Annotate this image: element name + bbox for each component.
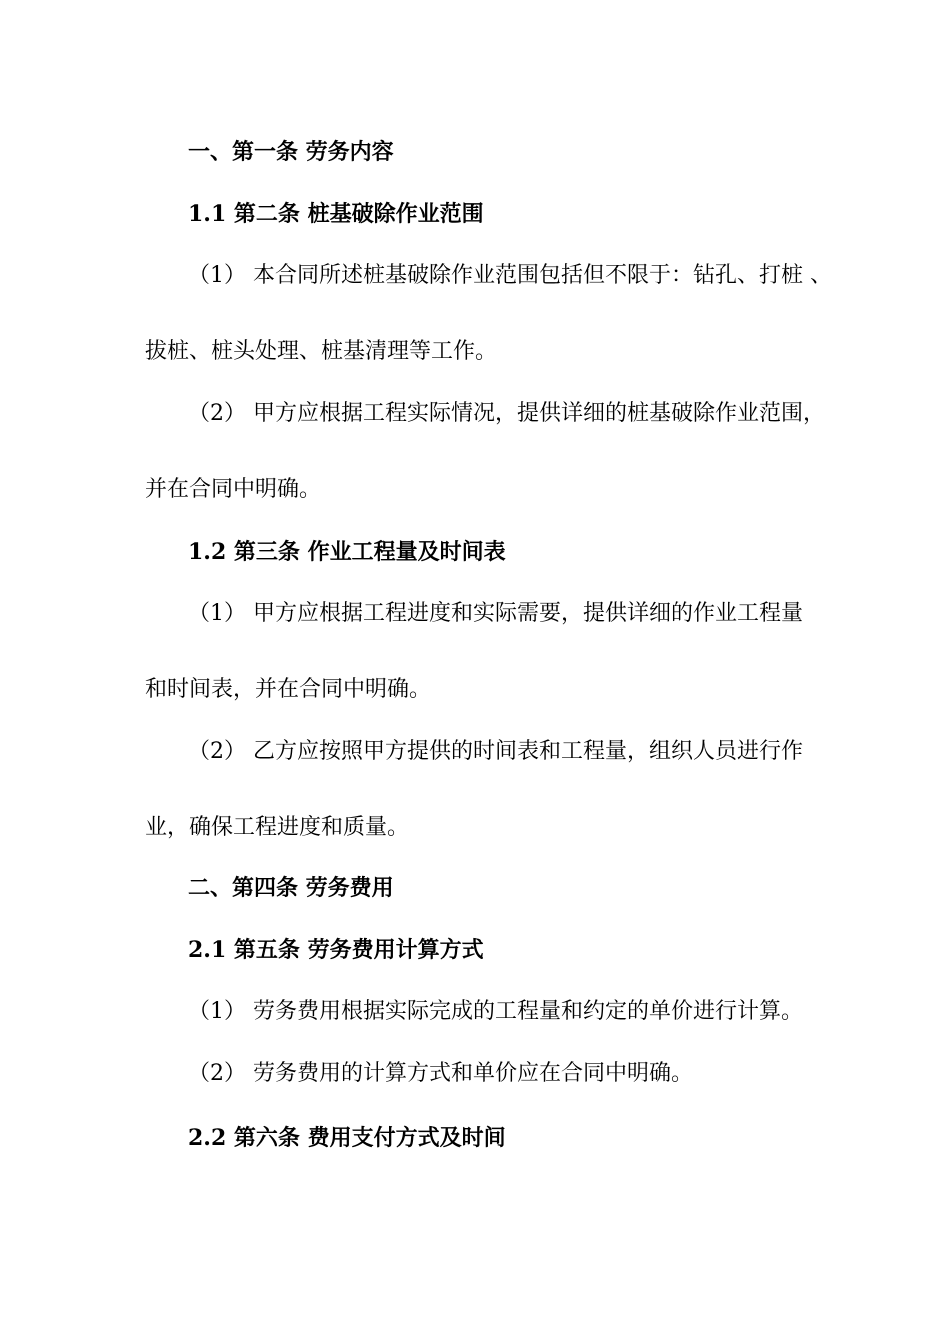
paragraph-2-1-1: （1） 劳务费用根据实际完成的工程量和约定的单价进行计算。 — [188, 999, 803, 1024]
paragraph-1-2-1: （1） 甲方应根据工程进度和实际需要，提供详细的作业工程量 — [188, 601, 803, 626]
paragraph-1-1-1: （1） 本合同所述桩基破除作业范围包括但不限于：钻孔、打桩 、 — [188, 263, 832, 288]
paragraph-1-2-2-cont: 业，确保工程进度和质量。 — [145, 815, 410, 840]
subsection-heading-1-1: 1.1 第二条 桩基破除作业范围 — [188, 201, 484, 227]
subsection-heading-2-1: 2.1 第五条 劳务费用计算方式 — [188, 937, 484, 963]
section-heading-2: 二、第四条 劳务费用 — [188, 875, 394, 901]
subsection-heading-1-2: 1.2 第三条 作业工程量及时间表 — [188, 539, 506, 565]
paragraph-2-1-2: （2） 劳务费用的计算方式和单价应在合同中明确。 — [188, 1061, 693, 1086]
paragraph-1-1-2-cont: 并在合同中明确。 — [145, 477, 322, 502]
paragraph-1-2-1-cont: 和时间表，并在合同中明确。 — [145, 677, 432, 702]
paragraph-1-1-1-cont: 拔桩、桩头处理、桩基清理等工作。 — [145, 339, 498, 364]
section-heading-1: 一、第一条 劳务内容 — [188, 139, 394, 165]
paragraph-1-2-2: （2） 乙方应按照甲方提供的时间表和工程量，组织人员进行作 — [188, 739, 803, 764]
paragraph-1-1-2: （2） 甲方应根据工程实际情况，提供详细的桩基破除作业范围， — [188, 401, 825, 426]
subsection-heading-2-2: 2.2 第六条 费用支付方式及时间 — [188, 1125, 506, 1151]
